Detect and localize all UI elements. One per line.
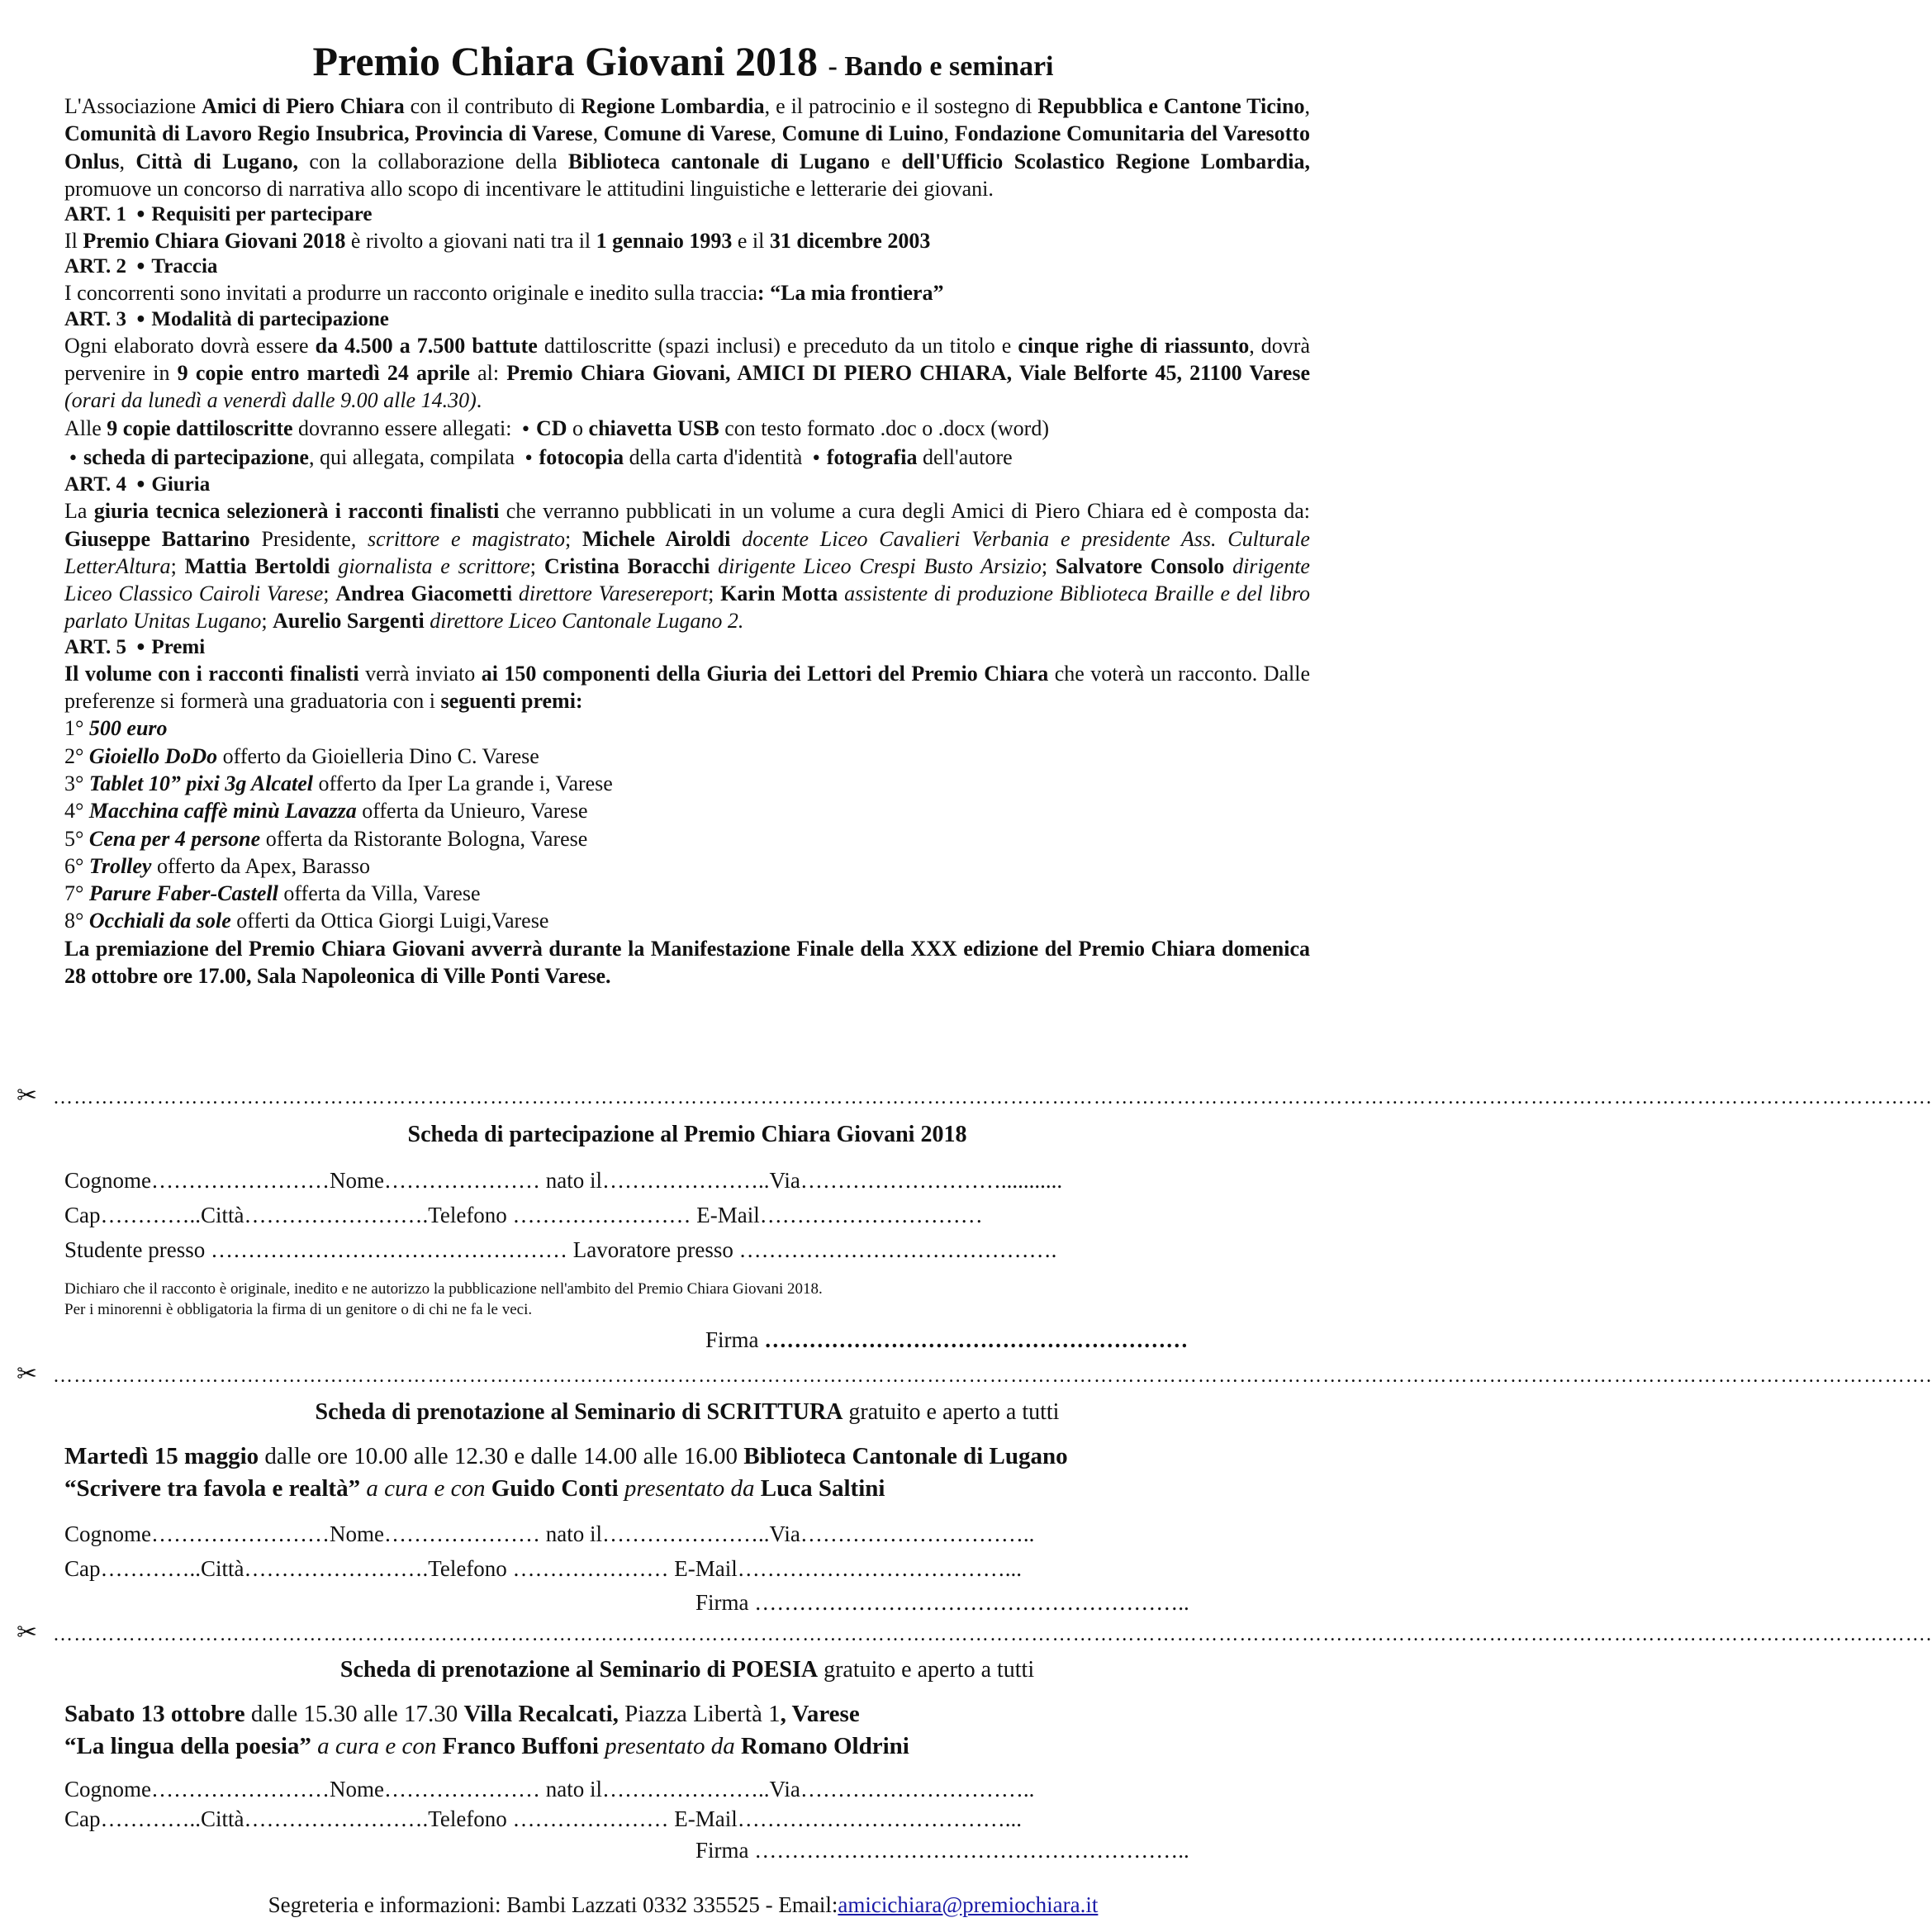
prize-item: 2° Gioiello DoDo offerto da Gioielleria Dino C. Varese: [64, 743, 539, 768]
bullet-icon: [131, 308, 151, 330]
prize-item: 8° Occhiali da sole offerti da Ottica Giorgi Luigi,Varese: [64, 909, 549, 933]
art5-heading: ART. 5 • Premi: [64, 635, 1310, 660]
art4-heading: ART. 4 • Giuria: [64, 472, 1310, 497]
form-line-contacts[interactable]: Cap…………..Città…………………….Telefono ………………… E-Mail………………………………...: [64, 1806, 1023, 1831]
bullet-icon: [520, 445, 539, 469]
signature-field[interactable]: Firma …………………………………………………: [705, 1327, 1189, 1352]
form-line-personal[interactable]: Cognome……………………Nome………………… nato il…………………..Via…………………………..: [64, 1777, 1035, 1801]
bullet-icon: [64, 445, 83, 469]
bullet-icon: [517, 416, 536, 440]
art2-heading: ART. 2 • Traccia: [64, 254, 1310, 279]
writing-seminar-topic: “Scrivere tra favola e realtà” a cura e con Guido Conti presentato da Luca Saltini: [64, 1475, 885, 1502]
prize-item: 3° Tablet 10” pixi 3g Alcatel offerto da Iper La grande i, Varese: [64, 771, 613, 795]
prize-item: 4° Macchina caffè minù Lavazza offerta da Unieuro, Varese: [64, 799, 588, 824]
form-line-contacts[interactable]: Cap…………..Città…………………….Telefono ………………… E-Mail………………………………...: [64, 1556, 1023, 1581]
signature-field[interactable]: Firma …………………………………………………..: [695, 1590, 1189, 1615]
poetry-seminar-title: Scheda di prenotazione al Seminario di POESIA gratuito e aperto a tutti: [339, 1657, 1035, 1683]
writing-seminar-date: Martedì 15 maggio dalle ore 10.00 alle 12.30 e dalle 14.00 alle 16.00 Biblioteca Cantonale di Lugano: [64, 1443, 1068, 1469]
bullet-icon: [131, 255, 151, 278]
cut-line: ✂ ……………………………………………………………………………………………………………………………………………………………………………………………………………………………………………….: [17, 1081, 1932, 1110]
art1-heading: ART. 1 • Requisiti per partecipare: [64, 202, 1310, 227]
prize-list: [64, 714, 1310, 934]
form-line-contacts[interactable]: Cap…………..Città…………………….Telefono …………………… E-Mail…………………………: [64, 1203, 983, 1227]
minors-note: Per i minorenni è obbligatoria la firma di un genitore o di chi ne fa le veci.: [64, 1301, 533, 1318]
bando-body: [64, 93, 1310, 990]
footer-contacts: [0, 1890, 1366, 1920]
email-link[interactable]: amicichiara@premiochiara.it: [838, 1892, 1099, 1917]
art2-text: I concorrenti sono invitati a produrre un racconto originale e inedito sulla traccia: “La mia frontiera”: [64, 281, 944, 306]
cut-line: ✂ ……………………………………………………………………………………………………………………………………………………………………………………………………………………………………………….: [17, 1618, 1932, 1647]
bullet-icon: [131, 473, 151, 496]
scissors-icon: ✂: [17, 1360, 38, 1388]
art5-text: Il volume con i racconti finalisti verrà inviato ai 150 componenti della Giuria dei Lettori del Premio Chiara che voterà un racconto. Dalle preferenze si formerà una graduatoria con i seguenti premi:: [64, 661, 1311, 714]
participation-form: [64, 1118, 1310, 1356]
poetry-seminar-form: [64, 1654, 1310, 1867]
writing-seminar-title: Scheda di prenotazione al Seminario di SCRITTURA gratuito e aperto a tutti: [315, 1399, 1060, 1425]
art4-text: La giuria tecnica selezionerà i racconti finalisti che verranno pubblicati in un volume a cura degli Amici di Piero Chiara ed è composta da: Giuseppe Battarino Presidente, scrittore e magistrato; Michele Airoldi docente Liceo Cavalieri Verbania e presidente Ass. Culturale LetterAltura; Mattia Bertoldi giornalista e scrittore; Cristina Boracchi dirigente Liceo Crespi Busto Arsizio; Salvatore Consolo dirigente Liceo Classico Cairoli Varese; Andrea Giacometti direttore Varesereport; Karin Motta assistente di produzione Biblioteca Braille e del libro parlato Unitas Lugano; Aurelio Sargenti direttore Liceo Cantonale Lugano 2.: [64, 499, 1311, 634]
form-line-personal[interactable]: Cognome……………………Nome………………… nato il…………………..Via………………………...........: [64, 1168, 1063, 1193]
prize-item: 6° Trolley offerto da Apex, Barasso: [64, 853, 370, 878]
art3-heading: ART. 3 • Modalità di partecipazione: [64, 307, 1310, 332]
title-sub: - Bando e seminari: [828, 51, 1054, 82]
participation-form-title: Scheda di partecipazione al Premio Chiara Giovani 2018: [407, 1122, 967, 1147]
prize-item: 1° 500 euro: [64, 716, 168, 741]
bullet-icon: [808, 445, 827, 469]
cut-line: ✂ ……………………………………………………………………………………………………………………………………………………………………………………………………………………………………………….: [17, 1360, 1932, 1388]
form-line-personal[interactable]: Cognome……………………Nome………………… nato il…………………..Via…………………………..: [64, 1521, 1035, 1546]
scissors-icon: ✂: [17, 1618, 38, 1647]
bullet-icon: [131, 636, 151, 658]
award-ceremony-note: La premiazione del Premio Chiara Giovani avverrà durante la Manifestazione Finale della XXX edizione del Premio Chiara domenica 28 ottobre ore 17.00, Sala Napoleonica di Ville Ponti Varese.: [64, 936, 1310, 989]
art3-text: Ogni elaborato dovrà essere da 4.500 a 7.500 battute dattiloscritte (spazi inclusi) e preceduto da un titolo e cinque righe di riassunto, dovrà pervenire in 9 copie entro martedì 24 aprile al: Premio Chiara Giovani, AMICI DI PIERO CHIARA, Viale Belforte 45, 21100 Varese (orari da lunedì a venerdì dalle 9.00 alle 14.30).: [64, 333, 1310, 413]
form-line-occupation[interactable]: Studente presso ………………………………………… Lavoratore presso …………………………………….: [64, 1237, 1057, 1262]
art1-text: Il Premio Chiara Giovani 2018 è rivolto a giovani nati tra il 1 gennaio 1993 e il 31 dicembre 2003: [64, 229, 931, 254]
bullet-icon: [131, 203, 151, 225]
page-title: [0, 36, 1366, 92]
footer-text: Segreteria e informazioni: Bambi Lazzati 0332 335525 - Email:: [268, 1892, 838, 1917]
art3-attachments-2: • scheda di partecipazione, qui allegata, compilata • fotocopia della carta d'identità • fotografia dell'autore: [64, 444, 1310, 472]
signature-field[interactable]: Firma …………………………………………………..: [695, 1838, 1189, 1863]
poetry-seminar-date: Sabato 13 ottobre dalle 15.30 alle 17.30 Villa Recalcati, Piazza Libertà 1, Varese: [64, 1701, 860, 1727]
title-main: Premio Chiara Giovani 2018: [312, 38, 819, 84]
poetry-seminar-topic: “La lingua della poesia” a cura e con Franco Buffoni presentato da Romano Oldrini: [64, 1733, 909, 1759]
scissors-icon: ✂: [17, 1081, 38, 1110]
art3-attachments: Alle 9 copie dattiloscritte dovranno essere allegati: • CD o chiavetta USB con testo formato .doc o .docx (word): [64, 415, 1310, 444]
prize-item: 5° Cena per 4 persone offerta da Ristorante Bologna, Varese: [64, 826, 588, 851]
writing-seminar-form: [64, 1396, 1310, 1619]
prize-item: 7° Parure Faber-Castell offerta da Villa, Varese: [64, 881, 481, 906]
declaration-note: Dichiaro che il racconto è originale, inedito e ne autorizzo la pubblicazione nell'ambito del Premio Chiara Giovani 2018.: [64, 1280, 823, 1298]
intro-paragraph: L'Associazione Amici di Piero Chiara con il contributo di Regione Lombardia, e il patrocinio e il sostegno di Repubblica e Cantone Ticino, Comunità di Lavoro Regio Insubrica, Provincia di Varese, Comune di Varese, Comune di Luino, Fondazione Comunitaria del Varesotto Onlus, Città di Lugano, con la collaborazione della Biblioteca cantonale di Lugano e dell'Ufficio Scolastico Regione Lombardia, promuove un concorso di narrativa allo scopo di incentivare le attitudini linguistiche e letterarie dei giovani.: [64, 94, 1310, 201]
